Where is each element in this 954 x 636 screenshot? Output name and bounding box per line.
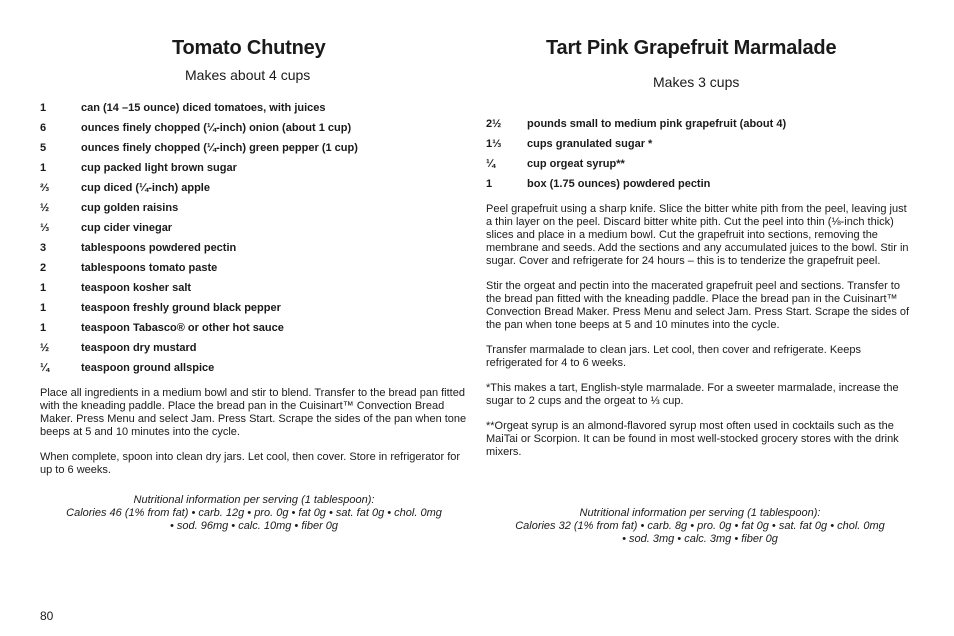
ingredient-qty: 3 [40,242,47,254]
ingredient-row [40,362,358,382]
ingredient-desc: tablespoons tomato paste [81,262,218,274]
ingredient-row [40,122,358,142]
ingredient-qty: 1 [486,178,493,190]
ingredient-desc: cup golden raisins [81,202,179,214]
ingredient-qty: ¼ [40,362,50,374]
ingredient-qty: 1⅓ [486,138,502,150]
instruction-paragraph: Place all ingredients in a medium bowl and stir to blend. Transfer to the bread pan fitted with the kneading paddle. Place the bread pan in the Cuisinart™ Convection Bread Maker. Press Menu and select Jam. Press Start. Scrape the sides of the pan when tone beeps at 5 and 10 minutes into the cycle. [40,387,467,438]
ingredient-row [40,282,358,302]
ingredient-desc: teaspoon freshly ground black pepper [81,302,281,314]
ingredient-row [40,222,358,242]
ingredient-qty: ⅓ [40,222,50,234]
ingredient-row [40,102,358,122]
ingredient-qty: 1 [40,302,47,314]
footnote-paragraph: **Orgeat syrup is an almond-flavored syrup most often used in cocktails such as the MaiTai or Scorpion. It can be found in most well-stocked grocery stores with the drink mixers. [486,420,899,458]
ingredient-qty: 1 [40,162,47,174]
nutrition-info [486,507,914,546]
recipe-yield: Makes 3 cups [653,74,740,90]
ingredient-row [486,138,786,158]
ingredient-qty: 1 [40,102,47,114]
ingredient-row [40,262,358,282]
footnote-paragraph: *This makes a tart, English-style marmalade. For a sweeter marmalade, increase the sugar to 2 cups and the orgeat to ⅓ cup. [486,382,899,407]
ingredient-qty: 6 [40,122,47,134]
ingredient-list [40,102,358,382]
instruction-paragraph: When complete, spoon into clean dry jars. Let cool, then cover. Store in refrigerator for up to 6 weeks. [40,451,461,476]
instructions [486,203,914,471]
ingredient-row [40,182,358,202]
ingredient-desc: pounds small to medium pink grapefruit (about 4) [527,118,787,130]
ingredient-desc: ounces finely chopped (¼-inch) green pepper (1 cup) [81,142,358,154]
nutrition-heading: Nutritional information per serving (1 tablespoon): [579,507,821,519]
nutrition-line: Calories 32 (1% from fat) • carb. 8g • pro. 0g • fat 0g • sat. fat 0g • chol. 0mg [515,520,885,532]
ingredient-qty: 1 [40,282,47,294]
ingredient-qty: ⅔ [40,182,50,194]
nutrition-line: Calories 46 (1% from fat) • carb. 12g • pro. 0g • fat 0g • sat. fat 0g • chol. 0mg [66,507,442,519]
ingredient-qty: ½ [40,202,50,214]
ingredient-desc: cups granulated sugar * [527,138,653,150]
ingredient-list [486,118,786,198]
ingredient-desc: teaspoon dry mustard [81,342,197,354]
ingredient-desc: cup cider vinegar [81,222,173,234]
nutrition-line: • sod. 3mg • calc. 3mg • fiber 0g [622,533,778,545]
ingredient-desc: can (14 –15 ounce) diced tomatoes, with juices [81,102,326,114]
ingredient-qty: 5 [40,142,47,154]
ingredient-desc: tablespoons powdered pectin [81,242,237,254]
ingredient-row [486,178,786,198]
recipe-yield: Makes about 4 cups [185,67,311,83]
recipe-title: Tart Pink Grapefruit Marmalade [546,37,837,59]
ingredient-desc: cup packed light brown sugar [81,162,237,174]
ingredient-qty: 2 [40,262,47,274]
ingredient-qty: 1 [40,322,47,334]
ingredient-row [40,242,358,262]
ingredient-qty: ½ [40,342,50,354]
ingredient-qty: 2½ [486,118,502,130]
ingredient-row [486,158,786,178]
instruction-paragraph: Transfer marmalade to clean jars. Let cool, then cover and refrigerate. Keeps refrigerated for 4 to 6 weeks. [486,344,862,369]
ingredient-row [40,142,358,162]
instruction-paragraph: Peel grapefruit using a sharp knife. Slice the bitter white pith from the peel, leaving just a thin layer on the peel. Discard bitter white pith. Cut the peel into thin (⅛-inch thick) slices and place in a medium bowl. Cut the grapefruit into sections, removing the membrane and seeds. Add the sections and any accumulated juices to the bowl. Stir in sugar. Cover and refrigerate for 24 hours – this is to tenderize the grapefruit peel. [486,203,909,267]
ingredient-desc: box (1.75 ounces) powdered pectin [527,178,711,190]
nutrition-line: • sod. 96mg • calc. 10mg • fiber 0g [169,520,339,532]
page-number: 80 [40,609,54,623]
ingredient-desc: cup orgeat syrup** [527,158,625,170]
ingredient-row [40,302,358,322]
ingredient-desc: teaspoon kosher salt [81,282,192,294]
recipe-title: Tomato Chutney [172,37,326,59]
ingredient-row [40,202,358,222]
instructions [40,387,468,489]
ingredient-desc: teaspoon Tabasco® or other hot sauce [81,322,284,334]
ingredient-qty: ¼ [486,158,496,170]
ingredient-desc: teaspoon ground allspice [81,362,215,374]
nutrition-heading: Nutritional information per serving (1 tablespoon): [133,494,375,506]
ingredient-desc: cup diced (¼-inch) apple [81,182,210,194]
nutrition-info [40,494,468,533]
ingredient-row [40,342,358,362]
ingredient-row [486,118,786,138]
ingredient-row [40,162,358,182]
ingredient-row [40,322,358,342]
ingredient-desc: ounces finely chopped (¼-inch) onion (about 1 cup) [81,122,352,134]
instruction-paragraph: Stir the orgeat and pectin into the macerated grapefruit peel and sections. Transfer to the bread pan fitted with the kneading paddle. Place the bread pan in the Cuisinart™ Convection Bread Maker. Press Menu and select Jam. Press Start. Scrape the sides of the pan when tone beeps at 5 and 10 minutes into the cycle. [486,280,910,331]
